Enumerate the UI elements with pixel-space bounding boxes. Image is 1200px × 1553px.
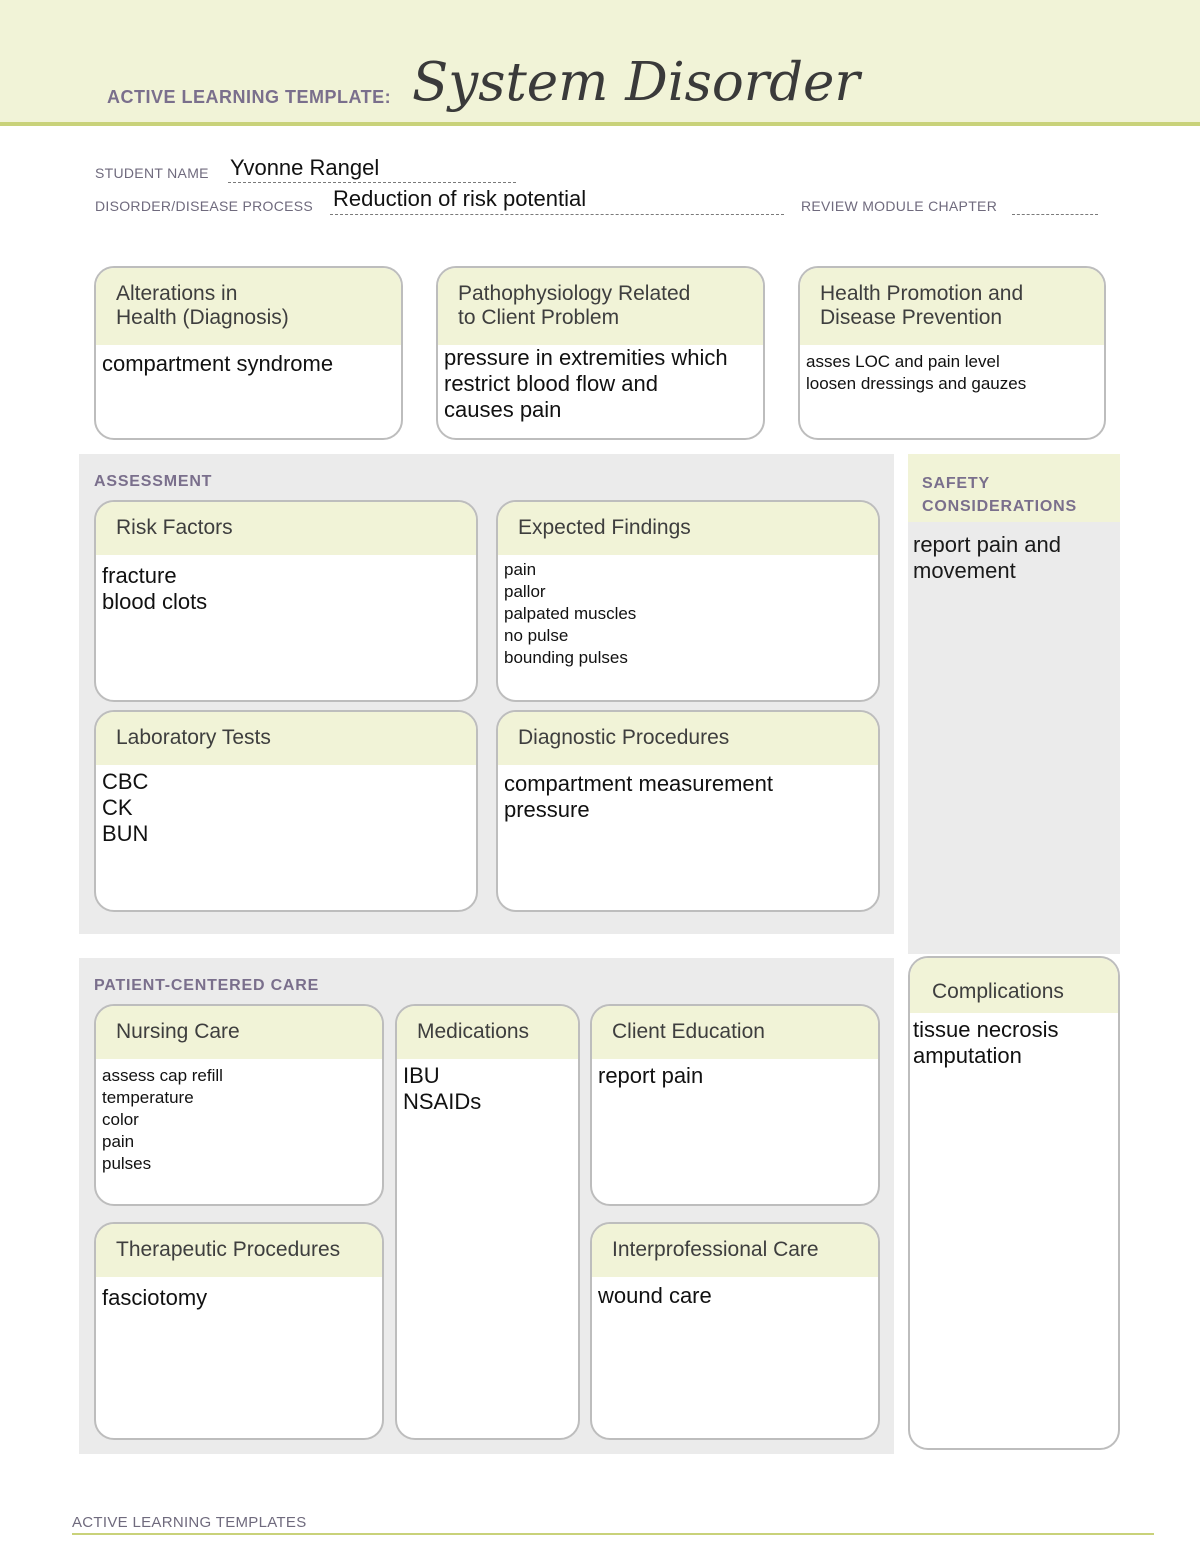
risk-factors-content: fracture blood clots [102,563,208,614]
review-module-field[interactable] [1012,192,1098,215]
nursing-care-content: assess cap refill temperature color pain pulses [102,1066,223,1173]
health-promotion-title: Health Promotion and Disease Prevention [800,268,1104,345]
complications-content: tissue necrosis amputation [913,1017,1059,1068]
laboratory-tests-title: Laboratory Tests [96,712,476,765]
disorder-label: DISORDER/DISEASE PROCESS [95,198,314,214]
complications-title: Complications [910,958,1118,1013]
risk-factors-title: Risk Factors [96,502,476,555]
medications-content: IBU NSAIDs [403,1063,482,1114]
risk-factors-card [94,500,478,702]
safety-panel [908,454,1120,954]
client-education-card [590,1004,880,1206]
therapeutic-procedures-card [94,1222,384,1440]
safety-content: report pain and movement [913,532,1061,583]
nursing-care-title: Nursing Care [96,1006,382,1059]
medications-card [395,1004,580,1440]
review-module-label: REVIEW MODULE CHAPTER [801,198,998,214]
expected-findings-card [496,500,880,702]
interprofessional-care-content: wound care [598,1283,712,1308]
header-divider [0,122,1200,126]
health-promotion-card [798,266,1106,440]
laboratory-tests-card [94,710,478,912]
interprofessional-care-title: Interprofessional Care [592,1224,878,1277]
alterations-title: Alterations in Health (Diagnosis) [96,268,401,345]
therapeutic-procedures-content: fasciotomy [102,1285,208,1310]
diagnostic-procedures-content: compartment measurement pressure [504,771,773,822]
footer-divider [72,1533,1154,1535]
therapeutic-procedures-title: Therapeutic Procedures [96,1224,382,1277]
complications-card [908,956,1120,1450]
pathophysiology-card [436,266,765,440]
health-promotion-content: asses LOC and pain level loosen dressings and gauzes [806,352,1027,393]
alterations-card [94,266,403,440]
template-title: System Disorder [412,52,860,113]
student-name-value: Yvonne Rangel [230,155,380,180]
client-education-content: report pain [598,1063,704,1088]
expected-findings-content: pain pallor palpated muscles no pulse bounding pulses [504,560,637,667]
interprofessional-care-card [590,1222,880,1440]
alterations-content: compartment syndrome [102,351,334,376]
template-prefix: ACTIVE LEARNING TEMPLATE: [107,87,392,107]
safety-label: SAFETY CONSIDERATIONS [922,475,1077,515]
laboratory-tests-content: CBC CK BUN [102,769,149,846]
disorder-value: Reduction of risk potential [333,186,587,211]
expected-findings-title: Expected Findings [498,502,878,555]
nursing-care-card [94,1004,384,1206]
diagnostic-procedures-card [496,710,880,912]
assessment-label: ASSESSMENT [94,473,213,490]
footer-text: ACTIVE LEARNING TEMPLATES [72,1514,307,1531]
client-education-title: Client Education [592,1006,878,1059]
student-name-label: STUDENT NAME [95,165,209,181]
medications-title: Medications [397,1006,578,1059]
patient-care-label: PATIENT-CENTERED CARE [94,977,320,994]
pathophysiology-title: Pathophysiology Related to Client Problem [438,268,763,345]
diagnostic-procedures-title: Diagnostic Procedures [498,712,878,765]
pathophysiology-content: pressure in extremities which restrict blood flow and causes pain [444,345,728,422]
